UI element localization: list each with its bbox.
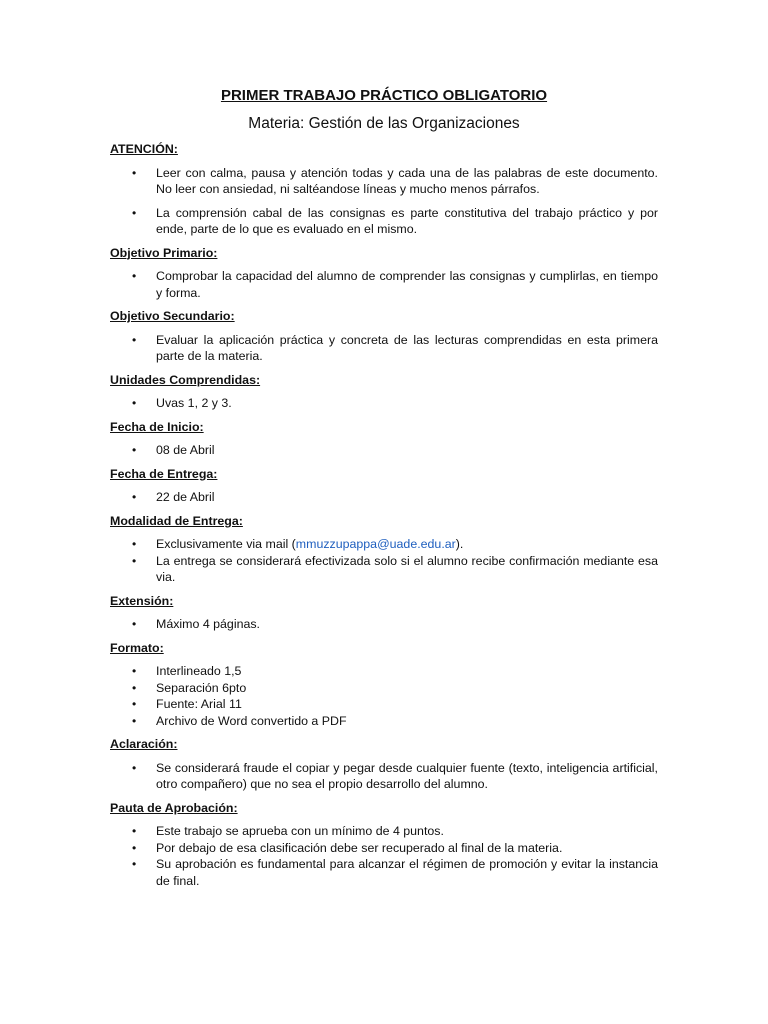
- list-item-text: Este trabajo se aprueba con un mínimo de 4 puntos.: [156, 824, 444, 838]
- list-item: [110, 553, 658, 586]
- list-item-text: Separación 6pto: [156, 680, 247, 695]
- mail-suffix-text: ).: [455, 537, 464, 551]
- heading-modalidad: Modalidad de Entrega:: [110, 513, 243, 528]
- heading-aclaracion: Aclaración:: [110, 737, 178, 751]
- list-item-text: Comprobar la capacidad del alumno de comprender las consignas y cumplirlas, en tiempo y forma.: [156, 269, 658, 300]
- list-item: [110, 856, 658, 889]
- list-item-text: Máximo 4 páginas.: [156, 617, 260, 631]
- list-item-text: Su aprobación es fundamental para alcanzar el régimen de promoción y evitar la instancia de final.: [156, 857, 658, 888]
- bullet-icon: •: [132, 857, 137, 871]
- list-item: [110, 268, 658, 301]
- list-item: [110, 616, 658, 633]
- list-item: [110, 442, 658, 459]
- document-subtitle: Materia: Gestión de las Organizaciones: [248, 115, 520, 132]
- bullet-icon: •: [132, 697, 137, 711]
- bullet-icon: •: [132, 205, 137, 220]
- heading-objetivo-primario: Objetivo Primario:: [110, 245, 218, 260]
- list-item-text: 22 de Abril: [156, 490, 215, 504]
- bullet-icon: •: [132, 824, 137, 838]
- bullet-icon: •: [132, 490, 137, 504]
- bullet-icon: •: [132, 840, 137, 855]
- bullet-icon: •: [132, 553, 137, 568]
- bullet-icon: •: [132, 760, 137, 775]
- list-pauta: [110, 823, 658, 889]
- list-item-text: Fuente: Arial 11: [156, 697, 242, 711]
- bullet-icon: •: [132, 269, 137, 283]
- list-item: [110, 760, 658, 793]
- bullet-icon: •: [132, 165, 137, 180]
- list-fecha-inicio: [110, 442, 658, 459]
- heading-atencion: ATENCIÓN:: [110, 142, 178, 156]
- bullet-icon: •: [132, 396, 137, 410]
- list-item-text: Evaluar la aplicación práctica y concreta de las lecturas comprendidas en esta primera parte de la materia.: [156, 332, 658, 363]
- bullet-icon: •: [132, 443, 137, 457]
- document-title: PRIMER TRABAJO PRÁCTICO OBLIGATORIO: [220, 87, 548, 104]
- list-item: [110, 713, 658, 730]
- list-item: [110, 696, 658, 713]
- list-item-text: Leer con calma, pausa y atención todas y cada una de las palabras de este documento. No leer con ansiedad, ni saltéandose líneas y mucho menos párrafos.: [156, 165, 658, 196]
- list-item: [110, 489, 658, 506]
- heading-formato: Formato:: [110, 640, 164, 655]
- list-formato: [110, 663, 658, 729]
- list-objetivo-secundario: [110, 332, 658, 365]
- list-item: [110, 680, 658, 697]
- list-objetivo-primario: [110, 268, 658, 301]
- list-item-text: La comprensión cabal de las consignas es parte constitutiva del trabajo práctico y por ende, parte de lo que es evaluado en el mismo.: [156, 205, 658, 236]
- list-modalidad: [110, 536, 658, 586]
- list-unidades: [110, 395, 658, 412]
- list-item-text: Interlineado 1,5: [156, 664, 242, 678]
- bullet-icon: •: [132, 680, 137, 695]
- heading-unidades: Unidades Comprendidas:: [110, 372, 261, 387]
- heading-objetivo-secundario: Objetivo Secundario:: [110, 309, 235, 323]
- list-item-text: Archivo de Word convertido a PDF: [156, 713, 347, 728]
- list-item: [110, 165, 658, 198]
- list-aclaracion: [110, 760, 658, 793]
- heading-extension: Extensión:: [110, 593, 174, 608]
- list-extension: [110, 616, 658, 633]
- heading-pauta: Pauta de Aprobación:: [110, 800, 238, 815]
- email-link[interactable]: mmuzzupappa@uade.edu.ar: [295, 537, 456, 551]
- list-item: [110, 536, 658, 553]
- bullet-icon: •: [132, 537, 137, 551]
- list-item: [110, 840, 658, 857]
- list-item: [110, 823, 658, 840]
- list-item: [110, 205, 658, 238]
- list-item: [110, 332, 658, 365]
- bullet-icon: •: [132, 713, 137, 728]
- list-item-text: 08 de Abril: [156, 443, 215, 457]
- list-item-text: Se considerará fraude el copiar y pegar desde cualquier fuente (texto, inteligencia artificial, otro compañero) que no sea el propio desarrollo del alumno.: [156, 760, 658, 791]
- bullet-icon: •: [132, 617, 137, 631]
- heading-fecha-inicio: Fecha de Inicio:: [110, 419, 204, 434]
- list-item: [110, 395, 658, 412]
- list-atencion: [110, 165, 658, 238]
- heading-fecha-entrega: Fecha de Entrega:: [110, 466, 218, 481]
- list-fecha-entrega: [110, 489, 658, 506]
- list-item-text: Por debajo de esa clasificación debe ser recuperado al final de la materia.: [156, 840, 563, 855]
- bullet-icon: •: [132, 332, 137, 347]
- list-item-text: Uvas 1, 2 y 3.: [156, 396, 232, 410]
- mail-prefix-text: Exclusivamente via mail (: [156, 537, 296, 551]
- bullet-icon: •: [132, 664, 137, 678]
- list-item-text: La entrega se considerará efectivizada solo si el alumno recibe confirmación mediante esa via.: [156, 553, 658, 584]
- list-item: [110, 663, 658, 680]
